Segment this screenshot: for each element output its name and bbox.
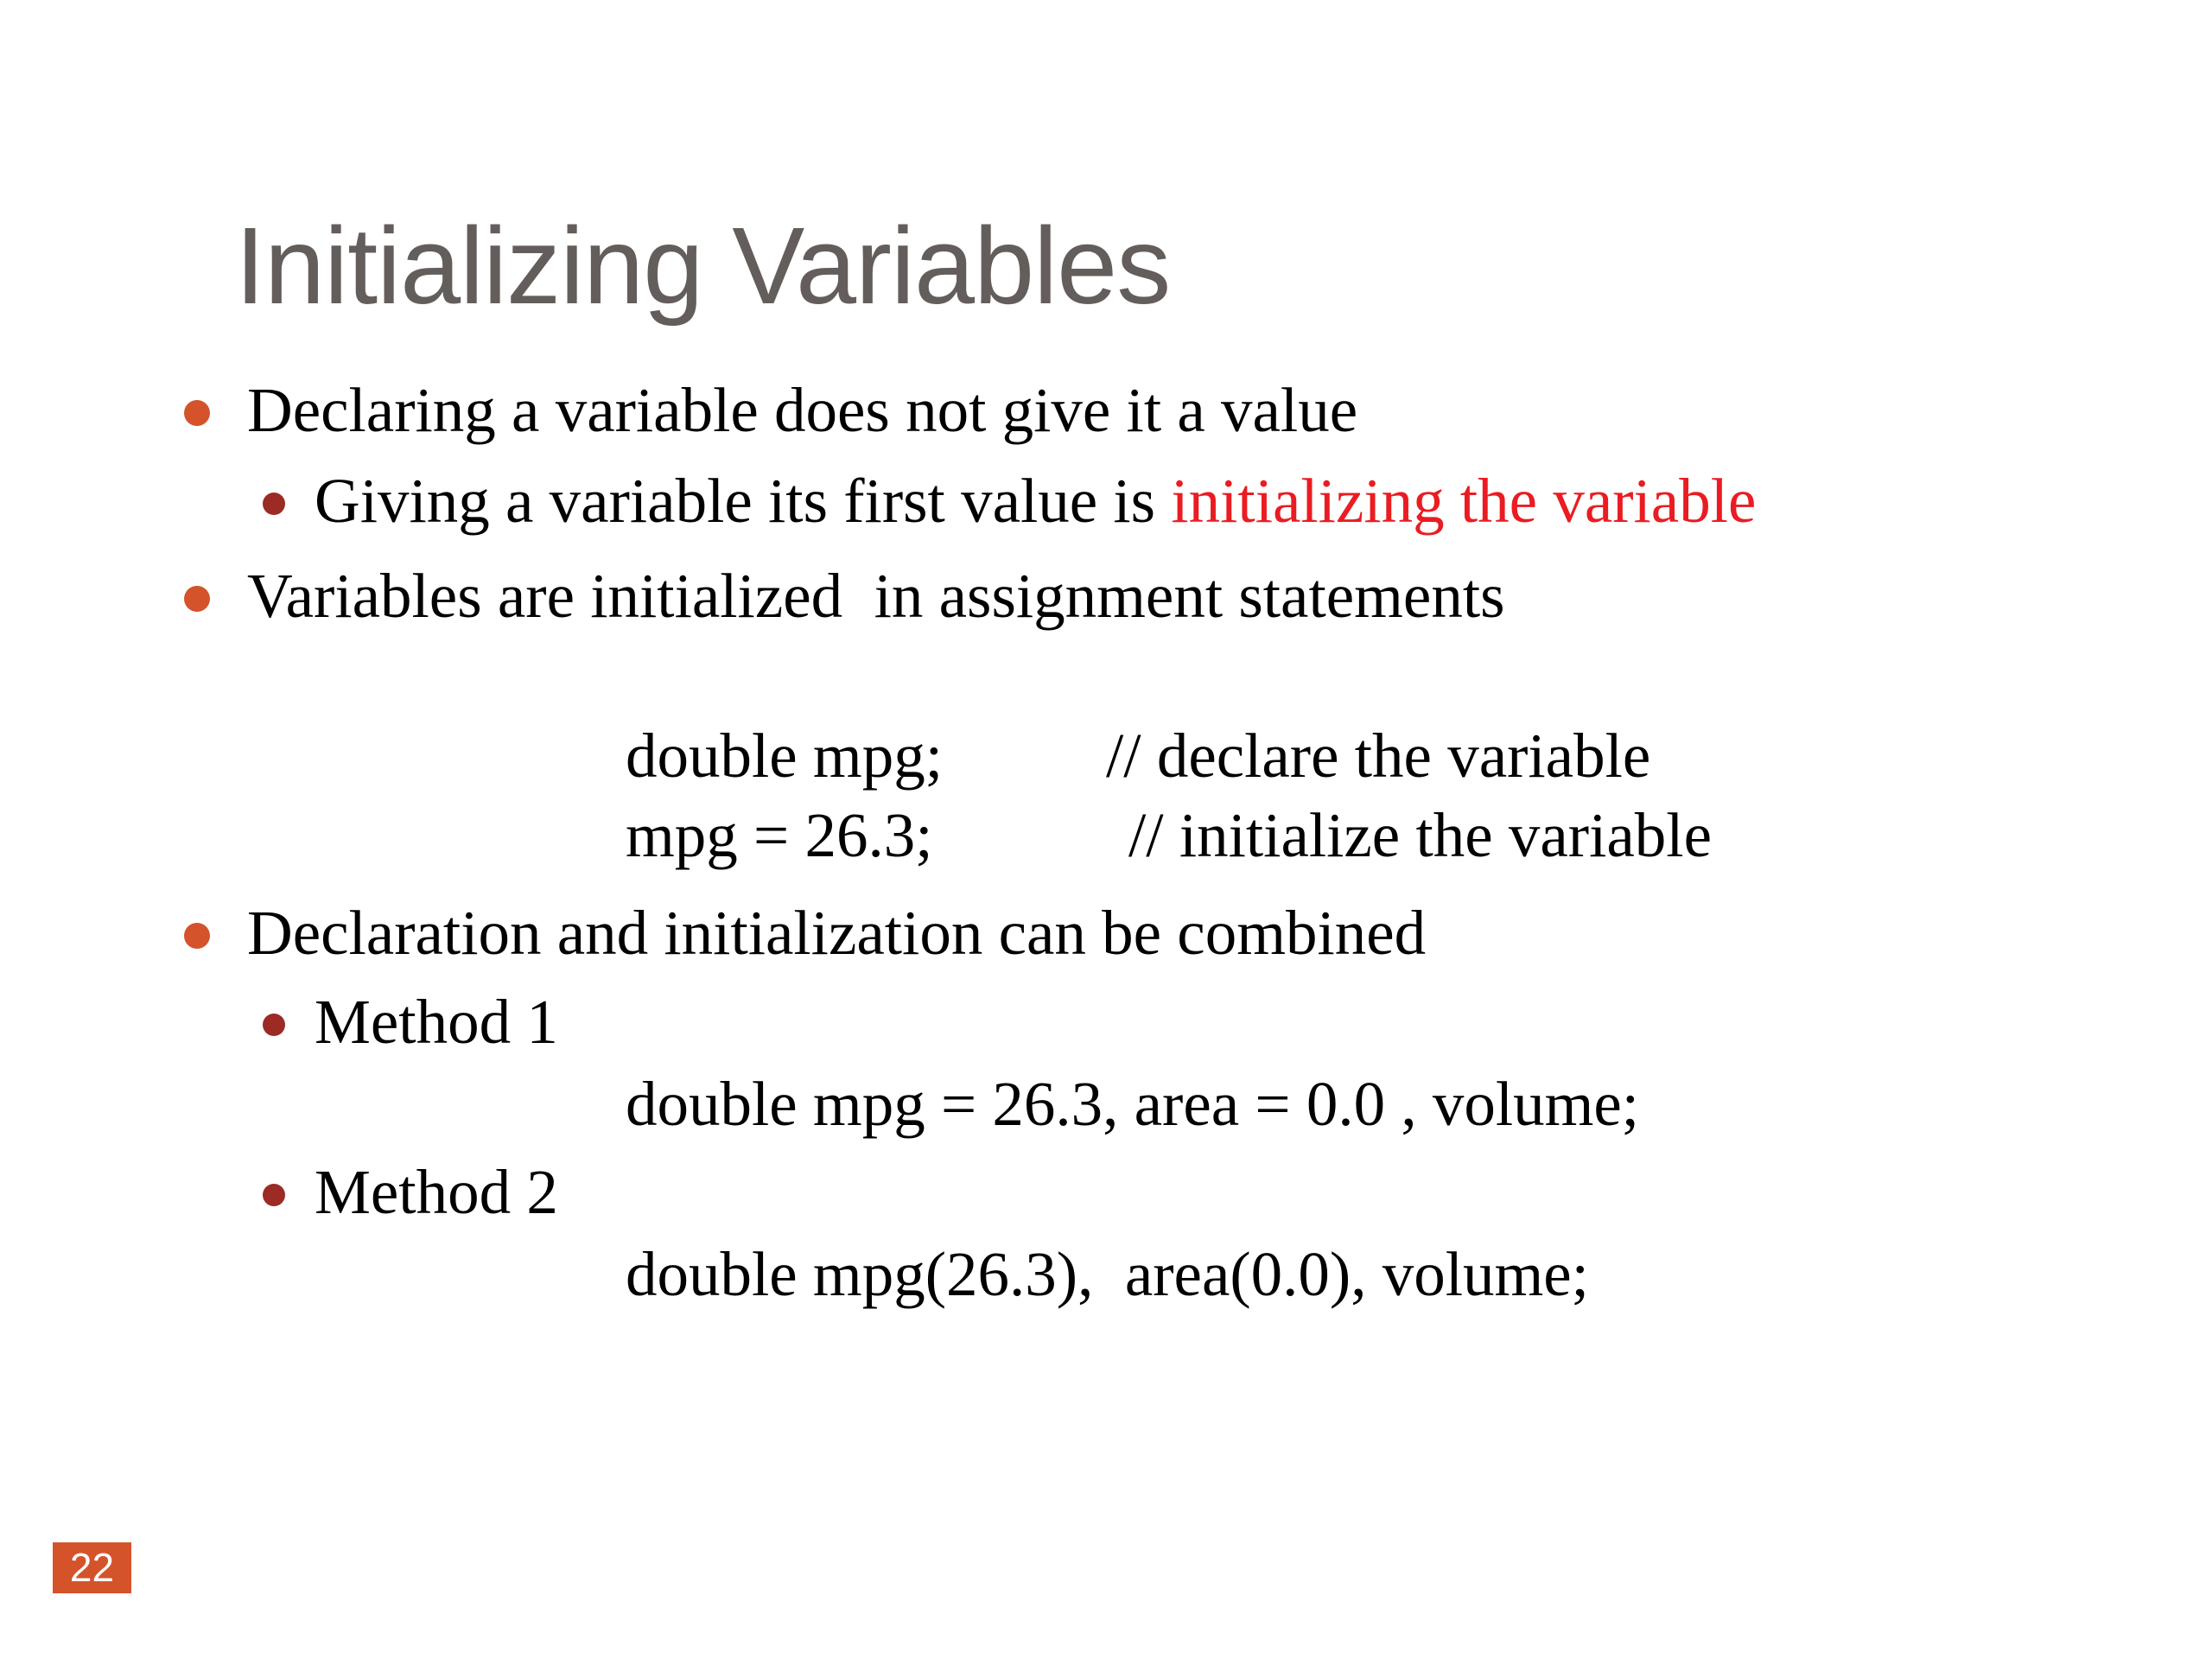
sub-bullet-dot: [263, 1184, 285, 1206]
sub-bullet-prefix: Giving a variable its first value is: [315, 466, 1172, 536]
bullet-dot: [184, 923, 210, 949]
slide-title: Initializing Variables: [235, 205, 1171, 327]
code-statement: double mpg = 26.3, area = 0.0 , volume;: [626, 1069, 1640, 1139]
bullet-text: Declaring a variable does not give it a value: [247, 375, 1358, 445]
page-number: 22: [53, 1542, 131, 1593]
highlighted-term: initializing the variable: [1171, 466, 1757, 536]
code-statement: mpg = 26.3;: [626, 800, 933, 870]
code-comment: // initialize the variable: [1128, 800, 1712, 870]
code-statement: double mpg;: [626, 721, 943, 791]
code-comment: // declare the variable: [1106, 721, 1651, 791]
sub-bullet-dot: [263, 493, 285, 515]
sub-bullet-dot: [263, 1014, 285, 1036]
method-label: Method 2: [315, 1157, 558, 1227]
bullet-dot: [184, 586, 210, 612]
method-label: Method 1: [315, 987, 558, 1057]
bullet-text: Declaration and initialization can be combined: [247, 898, 1427, 968]
code-statement: double mpg(26.3), area(0.0), volume;: [626, 1239, 1589, 1309]
sub-bullet-text: [315, 462, 1756, 540]
bullet-dot: [184, 400, 210, 426]
bullet-text: Variables are initialized in assignment statements: [247, 561, 1505, 631]
